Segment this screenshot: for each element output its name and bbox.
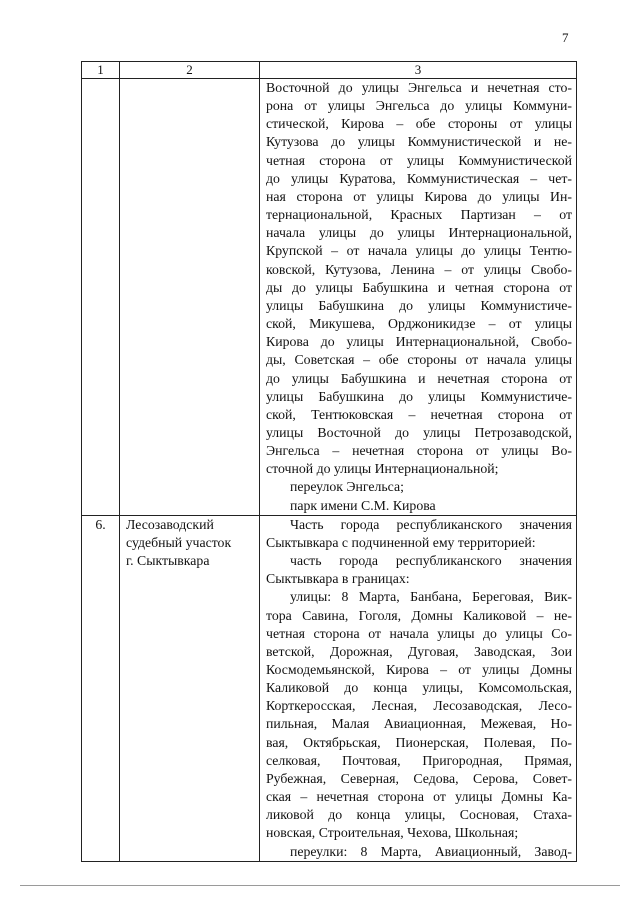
court-name-line: судебный участок — [126, 534, 232, 550]
table-row-6 — [82, 515, 577, 861]
text-line: до улицы Бабушкина и нечетная сторона от — [266, 370, 572, 386]
row-name-cell — [120, 515, 260, 861]
text-line: вая, Октябрьская, Пионерская, Полевая, По- — [266, 734, 572, 750]
row-number-cell — [82, 79, 120, 516]
text-line: пильная, Малая Авиационная, Межевая, Но- — [266, 716, 572, 732]
row-boundaries-cell — [260, 79, 577, 516]
text-line: четная сторона от улицы Коммунистической — [266, 152, 572, 168]
text-line: селковая, Почтовая, Пригородная, Прямая, — [266, 752, 572, 768]
text-line: улицы Восточной до улицы Петрозаводской, — [266, 424, 572, 440]
text-line: ликовой до конца улицы, Сосновая, Стаха- — [266, 807, 572, 823]
text-line: Космодемьянской, Кирова – от улицы Домны — [266, 662, 572, 677]
text-line: рона от улицы Энгельса до улицы Коммуни- — [266, 98, 572, 114]
text-line: Сыктывкара с подчиненной ему территорией: — [266, 534, 536, 550]
row-name-cell — [120, 79, 260, 516]
table-row-continued — [82, 79, 577, 516]
text-line: Кутузова до улицы Коммунистической и не- — [266, 134, 572, 150]
row-number-cell: 6. — [82, 515, 120, 861]
page-number: 7 — [562, 30, 569, 45]
text-line: ная сторона от улицы Кирова до улицы Ин- — [266, 188, 572, 204]
text-line: улицы: 8 Марта, Банбана, Береговая, Вик- — [290, 589, 572, 605]
text-line: улицы Бабушкина до улицы Коммунистиче- — [266, 388, 572, 404]
court-districts-table — [81, 61, 577, 862]
text-line: ской, Микушева, Орджоникидзе – от улицы — [266, 316, 572, 332]
header-col-2: 2 — [120, 62, 260, 79]
text-line: стической, Кирова – обе стороны от улицы — [266, 116, 572, 132]
text-line: Корткеросская, Лесная, Лесозаводская, Лесо- — [266, 698, 572, 714]
text-line: до улицы Куратова, Коммунистическая – чет- — [266, 170, 572, 186]
text-line: ковской, Кутузова, Ленина – от улицы Свобо- — [266, 261, 572, 277]
text-line: Сыктывкара в границах: — [266, 571, 410, 587]
text-line: Крупской – от начала улицы до улицы Тентю- — [266, 243, 572, 259]
text-line: ды до улицы Бабушкина и четная сторона от — [266, 279, 572, 295]
text-line: Кирова до улицы Интернациональной, Свобо- — [266, 334, 572, 350]
court-name-line: г. Сыктывкара — [126, 553, 210, 569]
page-bottom-rule — [20, 885, 620, 886]
text-line: Энгельса – нечетная сторона от улицы Во- — [266, 443, 572, 459]
header-col-1: 1 — [82, 62, 120, 79]
text-line: четная сторона от начала улицы до улицы Со- — [266, 625, 572, 641]
text-line: часть города республиканского значения — [290, 553, 572, 569]
header-col-3: 3 — [260, 62, 577, 79]
text-line: новская, Строительная, Чехова, Школьная; — [266, 825, 519, 841]
text-line: ветской, Дорожная, Дуговая, Заводская, Зои — [266, 643, 572, 659]
text-line: тернациональной, Красных Партизан – от — [266, 207, 572, 223]
text-line: Рубежная, Северная, Седова, Серова, Совет- — [266, 770, 572, 786]
text-line: ская – нечетная сторона от улицы Домны Ка- — [266, 789, 572, 805]
text-line: переулки: 8 Марта, Авиационный, Завод- — [290, 843, 572, 859]
text-line: Часть города республиканского значения — [290, 516, 572, 532]
text-line: Восточной до улицы Энгельса и нечетная сто- — [266, 80, 572, 95]
text-line: переулок Энгельса; — [290, 479, 404, 495]
table-header-row — [82, 62, 577, 79]
row-boundaries-cell — [260, 515, 577, 861]
text-line: улицы Бабушкина до улицы Коммунистиче- — [266, 297, 572, 313]
text-line: парк имени С.М. Кирова — [290, 497, 436, 513]
text-line: тора Савина, Гоголя, Домны Каликовой – не- — [266, 607, 572, 623]
text-line: начала улицы до улицы Интернациональной, — [266, 225, 572, 241]
text-line: сточной до улицы Интернациональной; — [266, 461, 499, 477]
text-line: Каликовой до конца улицы, Комсомольская, — [266, 680, 572, 696]
text-line: ской, Тентюковская – нечетная сторона от — [266, 406, 572, 422]
text-line: ды, Советская – обе стороны от начала улицы — [266, 352, 572, 368]
court-name-line: Лесозаводский — [126, 516, 214, 532]
